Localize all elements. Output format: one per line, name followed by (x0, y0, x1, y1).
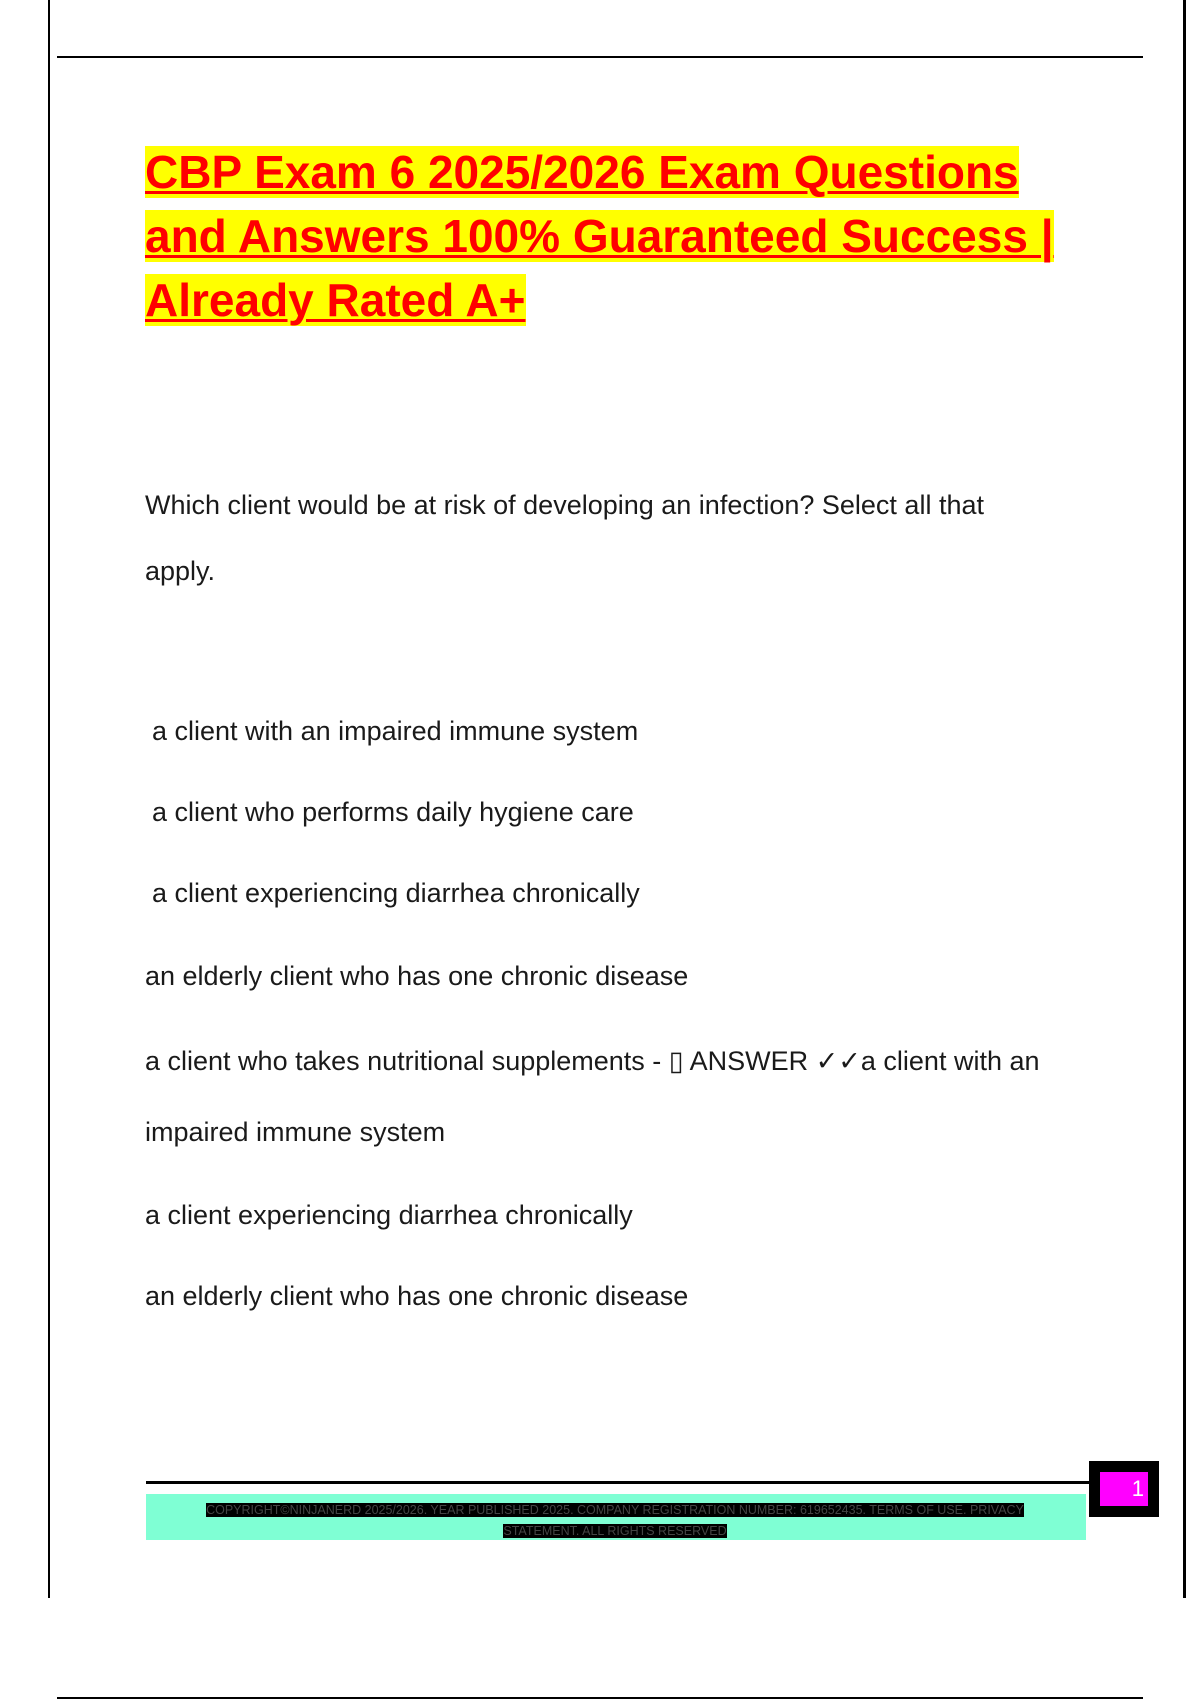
page-number-box (1089, 1461, 1159, 1517)
right-border-line (1183, 0, 1186, 1598)
answer-line-2: a client experiencing diarrhea chronically (145, 1200, 633, 1230)
page-number: 1 (1100, 1472, 1148, 1506)
left-border-line (48, 0, 50, 1598)
option-1: a client with an impaired immune system (152, 716, 639, 746)
footer-rule (146, 1481, 1090, 1484)
copyright-notice (170, 1500, 1060, 1542)
answer-line-1: impaired immune system (145, 1117, 446, 1147)
option-4: an elderly client who has one chronic disease (145, 961, 689, 991)
copyright-line-1: COPYRIGHT©NINJANERD 2025/2026. YEAR PUBLISHED 2025. COMPANY REGISTRATION NUMBER: 619652435. TERMS OF USE. PRIVACY (206, 1503, 1024, 1517)
option-5-with-answer: a client who takes nutritional supplements - ▯ ANSWER ✓✓a client with an (145, 1046, 1040, 1076)
answer-line-3: an elderly client who has one chronic disease (145, 1281, 689, 1311)
header-rule (57, 56, 1143, 58)
question-line-1: Which client would be at risk of developing an infection? Select all that (145, 490, 984, 520)
question-line-2: apply. (145, 556, 216, 586)
document-title-text: CBP Exam 6 2025/2026 Exam Questions and Answers 100% Guaranteed Success | Already Rated A+ (145, 146, 1054, 326)
copyright-line-2: STATEMENT. ALL RIGHTS RESERVED (503, 1524, 727, 1538)
document-title (145, 140, 1105, 332)
option-2: a client who performs daily hygiene care (152, 797, 634, 827)
option-3: a client experiencing diarrhea chronically (152, 878, 640, 908)
bottom-rule (57, 1697, 1143, 1699)
